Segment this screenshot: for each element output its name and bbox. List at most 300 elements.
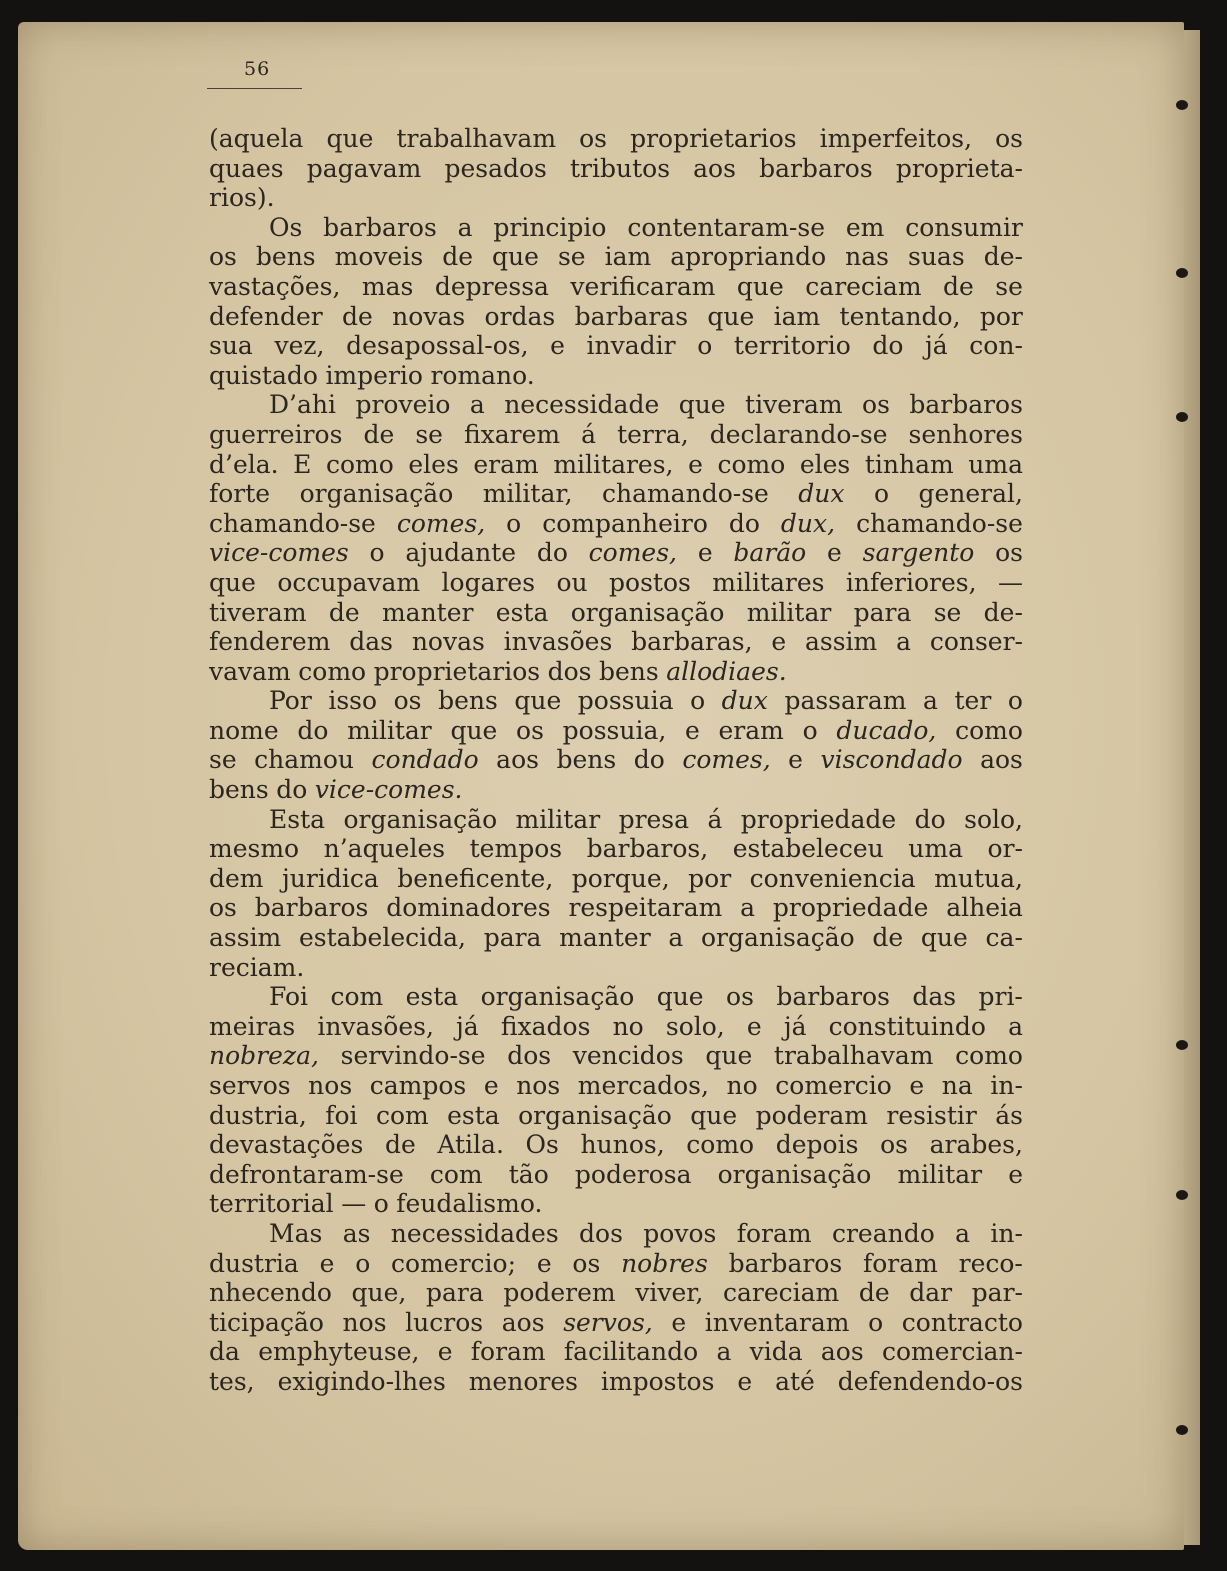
word: D’ahi	[269, 390, 336, 420]
word: suas	[908, 242, 965, 272]
italic-word: servos,	[563, 1307, 653, 1337]
word: os	[516, 715, 544, 745]
word: comercio;	[391, 1248, 517, 1278]
word: presa	[618, 804, 690, 834]
text-line	[209, 1189, 1023, 1219]
word: (aquela	[209, 124, 304, 153]
word: que	[450, 715, 498, 745]
word: fixarem	[463, 419, 561, 449]
word: que	[656, 982, 704, 1012]
word: constituindo	[828, 1011, 986, 1041]
word: Foi	[269, 982, 309, 1012]
text-line	[209, 183, 1023, 213]
word: organisação	[299, 479, 454, 509]
word: que	[326, 124, 374, 153]
word: senhores	[908, 419, 1023, 449]
word: logares	[441, 567, 536, 597]
word: arabes,	[929, 1130, 1023, 1160]
word: vencidos	[572, 1041, 684, 1071]
word: que	[920, 923, 968, 953]
word: rios).	[209, 183, 275, 213]
word: beneficente,	[397, 863, 554, 893]
word: que	[705, 1041, 753, 1071]
word: depois	[775, 1130, 859, 1160]
word: careciam	[722, 1278, 840, 1308]
word: aos	[496, 745, 539, 775]
word: os	[393, 686, 422, 716]
word: poderem	[503, 1278, 616, 1308]
italic-word: nobreza,	[209, 1041, 319, 1071]
word: bens	[255, 242, 316, 272]
text-line	[209, 124, 1023, 154]
word: pagavam	[306, 153, 422, 183]
word: principio	[493, 212, 607, 242]
word: estabelecida,	[298, 923, 466, 953]
word: militares	[712, 567, 825, 597]
word: dos	[507, 1041, 552, 1071]
word: o	[373, 1189, 389, 1219]
word: poderam	[755, 1100, 868, 1130]
word: possuia	[577, 686, 674, 716]
word: devastações	[209, 1130, 364, 1160]
word: juridica	[282, 863, 379, 893]
word: como	[717, 449, 786, 479]
text-line	[209, 1130, 1023, 1160]
word: general,	[918, 479, 1023, 509]
word: barbaras	[574, 301, 689, 331]
word: mesmo	[209, 834, 300, 864]
word: vastações,	[209, 271, 341, 301]
word: e	[746, 1011, 762, 1041]
word: iam	[604, 242, 652, 272]
text-line	[209, 1337, 1023, 1367]
word: em	[845, 212, 885, 242]
word: novas	[392, 301, 466, 331]
italic-word: vice-comes	[209, 538, 349, 568]
word: e	[1008, 1159, 1023, 1189]
word: hunos,	[580, 1130, 665, 1160]
word: proprietarios	[373, 656, 541, 686]
text-line	[209, 953, 1023, 983]
word: tes,	[209, 1366, 255, 1396]
word: campos	[369, 1071, 467, 1100]
word: de	[363, 419, 395, 449]
word: eles	[799, 449, 851, 479]
word: defrontaram-se	[209, 1159, 404, 1189]
word: mas	[361, 271, 414, 301]
word: que	[736, 271, 784, 301]
text-line	[209, 1012, 1023, 1042]
word: invasões,	[317, 1011, 434, 1041]
word: isso	[328, 686, 378, 716]
word: e	[671, 1307, 687, 1337]
italic-word: ducado,	[836, 715, 937, 745]
word: e	[788, 745, 803, 775]
word: para	[853, 597, 912, 627]
word: dos	[579, 1218, 623, 1248]
word: barbaros	[254, 893, 369, 923]
word: os	[995, 538, 1023, 568]
word: aos	[820, 1337, 864, 1367]
word: se	[933, 597, 962, 627]
word: de	[384, 1130, 416, 1160]
word: Esta	[269, 804, 326, 834]
word: territorial	[209, 1189, 334, 1219]
word: servos	[209, 1071, 291, 1100]
text-line	[209, 390, 1023, 420]
text-line	[209, 1249, 1023, 1279]
word: vavam	[209, 656, 291, 686]
text-line	[209, 213, 1023, 243]
word: o	[697, 331, 713, 361]
text-line	[209, 1160, 1023, 1190]
word: que,	[351, 1278, 407, 1308]
word: se	[557, 242, 586, 272]
text-line	[209, 509, 1023, 539]
word: já	[783, 1011, 807, 1041]
text-line	[209, 154, 1023, 184]
word: de-	[983, 597, 1023, 627]
word: foram	[736, 1218, 812, 1248]
word: tentando,	[839, 301, 961, 331]
word: comercio	[775, 1071, 892, 1100]
word: a	[457, 212, 473, 242]
word: os	[862, 390, 890, 420]
italic-word: viscondado	[820, 745, 963, 775]
word: eram	[718, 715, 784, 745]
word: que	[690, 1100, 738, 1130]
italic-word: comes,	[588, 538, 678, 568]
word: os	[572, 1248, 601, 1278]
word: o	[802, 715, 818, 745]
word: nas	[845, 242, 889, 272]
word: das	[349, 627, 393, 657]
word: guerreiros	[209, 419, 343, 449]
word: propriedade	[772, 893, 929, 923]
word: declarando-se	[709, 419, 888, 449]
word: nhecendo	[209, 1278, 332, 1308]
word: mutua,	[934, 863, 1023, 893]
word: e	[909, 1071, 925, 1100]
word: tributos	[570, 153, 671, 183]
word: de	[342, 301, 373, 331]
word: e	[827, 538, 842, 568]
word: lucros	[405, 1307, 484, 1337]
text-line	[209, 272, 1023, 302]
word: barbaros	[909, 390, 1023, 420]
word: nos	[342, 1307, 387, 1337]
italic-word: dux,	[780, 508, 836, 538]
text-line	[209, 627, 1023, 657]
word: barbaros	[759, 153, 873, 183]
word: de	[858, 1278, 890, 1308]
word: resistir	[886, 1100, 977, 1130]
word: impostos	[600, 1366, 715, 1396]
word: reciam.	[209, 952, 305, 982]
word: Mas	[269, 1218, 323, 1248]
word: bens	[599, 656, 659, 686]
word: quaes	[209, 153, 284, 183]
word: Por	[269, 686, 312, 716]
word: par-	[971, 1278, 1023, 1308]
word: o	[690, 686, 706, 716]
word: militar	[347, 715, 432, 745]
binding-hole	[1176, 100, 1188, 110]
word: como	[955, 1041, 1023, 1071]
word: comercian-	[881, 1337, 1023, 1367]
word: propriedade	[740, 804, 897, 834]
word: do	[728, 508, 760, 538]
word: para	[425, 1278, 484, 1308]
word: bens	[209, 775, 269, 805]
word: a	[716, 1337, 732, 1367]
word: occupavam	[277, 567, 421, 597]
word: barbaros	[323, 212, 437, 242]
word: pri-	[978, 982, 1023, 1012]
word: forte	[209, 479, 271, 509]
word: dos	[547, 656, 592, 686]
word: do	[297, 715, 329, 745]
word: manter	[559, 923, 651, 953]
word: uma	[968, 449, 1023, 479]
word: Atila.	[437, 1130, 504, 1160]
word: militar,	[482, 479, 573, 509]
word: do	[633, 745, 665, 775]
word: barbaros	[728, 1248, 843, 1278]
word: que	[514, 686, 562, 716]
word: menores	[468, 1366, 578, 1396]
word: —	[341, 1189, 367, 1219]
word: respeitaram	[568, 893, 723, 923]
word: solo,	[964, 804, 1023, 834]
text-line	[209, 1219, 1023, 1249]
word: e	[685, 715, 700, 745]
text-line	[209, 686, 1023, 716]
word: tão	[508, 1159, 549, 1189]
word: romano.	[430, 360, 535, 390]
text-line	[209, 745, 1023, 775]
word: a	[1008, 1011, 1023, 1041]
word: dustria,	[209, 1100, 307, 1130]
word: bens	[556, 745, 617, 775]
word: eles	[408, 449, 459, 479]
word: se	[415, 419, 443, 449]
italic-word: dux	[721, 686, 768, 716]
word: organisação	[343, 804, 498, 834]
word: depressa	[434, 271, 549, 301]
word: na	[941, 1071, 973, 1100]
word: no	[612, 1011, 644, 1041]
word: in-	[990, 1218, 1023, 1248]
word: tiveram	[745, 390, 843, 420]
word: e	[483, 1071, 499, 1100]
word: assim	[804, 627, 878, 657]
word: Os	[269, 212, 303, 242]
text-line	[209, 716, 1023, 746]
text-line	[209, 893, 1023, 923]
word: creando	[831, 1218, 935, 1248]
word: á	[581, 419, 597, 449]
word: ter	[954, 686, 992, 716]
word: o	[369, 538, 385, 568]
italic-word: barão	[733, 538, 807, 568]
word: barbaros,	[586, 834, 709, 864]
word: o	[868, 1307, 884, 1337]
text-line	[209, 923, 1023, 953]
word: a	[923, 686, 938, 716]
word: servindo-se	[340, 1041, 486, 1071]
word: passaram	[784, 686, 907, 716]
word: dominadores	[386, 893, 551, 923]
text-line	[209, 1071, 1023, 1101]
word: aos	[980, 745, 1023, 775]
word: desapossal-os,	[346, 331, 529, 361]
word: da	[209, 1337, 240, 1367]
word: eram	[473, 449, 539, 479]
word: das	[912, 982, 957, 1012]
word: os	[579, 124, 607, 153]
word: trabalhavam	[396, 124, 557, 153]
word: apropriando	[670, 242, 827, 272]
word: os	[726, 982, 754, 1012]
word: facilitando	[563, 1337, 699, 1367]
binding-hole	[1176, 1040, 1188, 1050]
word: meiras	[209, 1011, 296, 1041]
word: a	[740, 893, 756, 923]
word: organisação	[480, 982, 635, 1012]
word: de-	[983, 242, 1023, 272]
word: vida	[749, 1337, 803, 1367]
italic-word: allodiaes.	[666, 656, 787, 686]
word: consumir	[905, 212, 1023, 242]
italic-word: sargento	[862, 538, 975, 568]
text-line	[209, 834, 1023, 864]
word: os	[209, 242, 237, 272]
binding-hole	[1176, 1190, 1188, 1200]
text-line	[209, 361, 1023, 391]
word: povos	[643, 1218, 717, 1248]
word: terra,	[617, 419, 689, 449]
word: postos	[609, 567, 691, 597]
word: aos	[693, 153, 736, 183]
word: alheia	[946, 893, 1023, 923]
text-line	[209, 568, 1023, 598]
word: se	[209, 745, 237, 775]
word: invadir	[586, 331, 676, 361]
word: or-	[987, 834, 1023, 864]
word: como	[326, 449, 394, 479]
word: chamando-se	[209, 508, 376, 538]
word: á	[707, 804, 723, 834]
word: as	[342, 1218, 371, 1248]
word: que	[707, 301, 755, 331]
word: os	[880, 1130, 908, 1160]
word: trabalhavam	[773, 1041, 934, 1071]
word: chamando-se	[601, 479, 769, 509]
text-line	[209, 982, 1023, 1012]
word: que	[678, 390, 726, 420]
text-line	[209, 657, 1023, 687]
word: e	[536, 1248, 552, 1278]
word: novas	[411, 627, 485, 657]
text-line	[209, 538, 1023, 568]
word: que	[492, 242, 539, 272]
text-line	[209, 805, 1023, 835]
word: ticipação	[209, 1307, 324, 1337]
word: n’aqueles	[323, 834, 446, 864]
word: como	[955, 715, 1023, 745]
word: assim	[209, 923, 282, 953]
italic-word: condado	[371, 745, 479, 775]
word: defender	[209, 301, 323, 331]
word: para	[483, 923, 542, 953]
book-spine	[1184, 30, 1200, 1545]
word: necessidade	[504, 390, 660, 420]
word: tiveram	[209, 597, 307, 627]
word: no	[726, 1071, 758, 1100]
italic-word: comes,	[682, 745, 771, 775]
word: barbaras,	[631, 627, 753, 657]
word: verificaram	[570, 271, 716, 301]
word: que	[209, 567, 256, 597]
word: pesados	[444, 153, 547, 183]
text-line	[209, 420, 1023, 450]
text-line	[209, 775, 1023, 805]
word: do	[872, 331, 904, 361]
word: até	[775, 1366, 815, 1396]
word: por	[688, 863, 732, 893]
word: se	[995, 271, 1023, 301]
word: E	[293, 449, 312, 479]
binding-hole	[1176, 268, 1188, 278]
word: exigindo-lhes	[277, 1366, 446, 1396]
word: os	[209, 893, 237, 923]
text-line	[209, 1278, 1023, 1308]
word: imperfeitos,	[819, 124, 973, 153]
word: militares,	[553, 449, 674, 479]
body-text	[209, 124, 1023, 1397]
word: in-	[990, 1071, 1023, 1100]
word: de	[943, 271, 974, 301]
word: proprieta-	[895, 153, 1023, 183]
binding-hole	[1176, 412, 1188, 422]
word: dustria	[209, 1248, 299, 1278]
word: possuia,	[562, 715, 667, 745]
italic-word: vice-comes.	[314, 775, 463, 805]
word: militar	[897, 1159, 983, 1189]
word: contracto	[901, 1307, 1023, 1337]
word: conser-	[929, 627, 1023, 657]
word: organisação	[717, 1159, 872, 1189]
word: a	[955, 1218, 971, 1248]
word: poderosa	[574, 1159, 692, 1189]
word: do	[276, 775, 308, 805]
word: de	[328, 597, 360, 627]
word: fenderem	[209, 627, 331, 657]
word: e	[771, 627, 787, 657]
text-line	[209, 242, 1023, 272]
word: e	[319, 1248, 335, 1278]
word: ordas	[484, 301, 556, 331]
word: ás	[995, 1100, 1023, 1130]
word: manter	[381, 597, 474, 627]
word: careciam	[805, 271, 922, 301]
word: viver,	[635, 1278, 704, 1308]
word: nos	[308, 1071, 353, 1100]
word: o	[506, 508, 522, 538]
word: esta	[447, 1100, 500, 1130]
word: iam	[773, 301, 821, 331]
